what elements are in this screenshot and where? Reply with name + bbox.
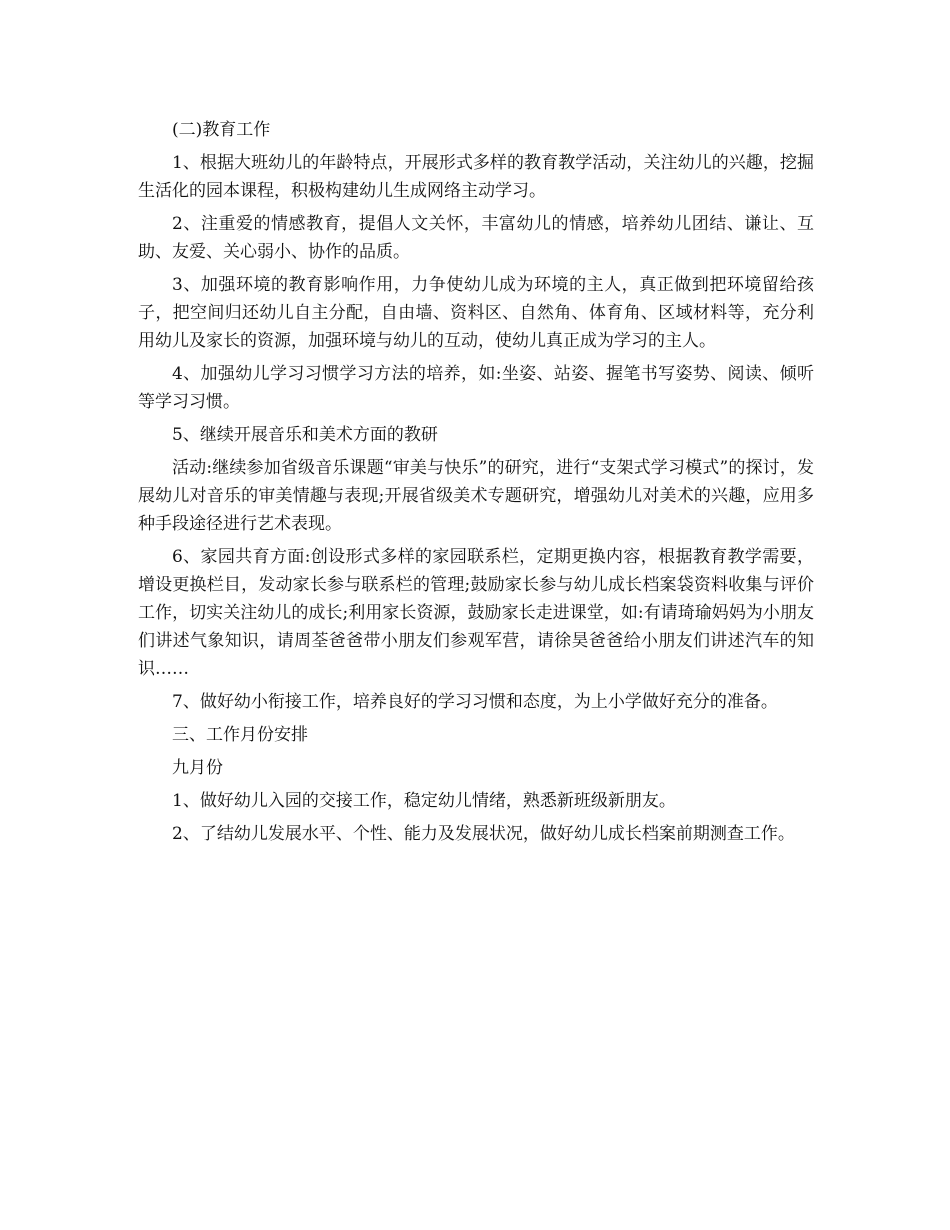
month-heading-september: 九月份 bbox=[172, 758, 223, 778]
section-heading-monthly-plan: 三、工作月份安排 bbox=[172, 725, 308, 745]
paragraph-item-4: 4、加强幼儿学习习惯学习方法的培养，如:坐姿、站姿、握笔书写姿势、阅读、倾听等学习习惯。 bbox=[138, 364, 814, 412]
document-body bbox=[138, 116, 814, 853]
paragraph-item-7: 7、做好幼小衔接工作，培养良好的学习习惯和态度，为上小学做好充分的准备。 bbox=[172, 692, 778, 712]
paragraph-item-1: 1、根据大班幼儿的年龄特点，开展形式多样的教育教学活动，关注幼儿的兴趣，挖掘生活化的园本课程，积极构建幼儿生成网络主动学习。 bbox=[138, 153, 814, 201]
september-item-1: 1、做好幼儿入园的交接工作，稳定幼儿情绪，熟悉新班级新朋友。 bbox=[172, 791, 676, 811]
paragraph-item-2: 2、注重爱的情感教育，提倡人文关怀，丰富幼儿的情感，培养幼儿团结、谦让、互助、友爱、关心弱小、协作的品质。 bbox=[138, 214, 814, 262]
september-item-2: 2、了结幼儿发展水平、个性、能力及发展状况，做好幼儿成长档案前期测查工作。 bbox=[172, 824, 795, 844]
paragraph-item-5: 5、继续开展音乐和美术方面的教研 bbox=[172, 425, 438, 445]
paragraph-item-6: 6、家园共育方面:创设形式多样的家园联系栏，定期更换内容，根据教育教学需要，增设更换栏目，发动家长参与联系栏的管理;鼓励家长参与幼儿成长档案袋资料收集与评价工作，切实关注幼儿的成长;利用家长资源，鼓励家长走进课堂，如:有请琦瑜妈妈为小朋友们讲述气象知识，请周荃爸爸带小朋友们参观军营，请徐昊爸爸给小朋友们讲述汽车的知识…… bbox=[138, 547, 814, 679]
paragraph-item-3: 3、加强环境的教育影响作用，力争使幼儿成为环境的主人，真正做到把环境留给孩子，把空间归还幼儿自主分配，自由墙、资料区、自然角、体育角、区域材料等，充分利用幼儿及家长的资源，加强环境与幼儿的互动，使幼儿真正成为学习的主人。 bbox=[138, 275, 814, 351]
section-heading-education: (二)教育工作 bbox=[172, 120, 271, 140]
paragraph-activity: 活动:继续参加省级音乐课题“审美与快乐”的研究，进行“支架式学习模式”的探讨，发展幼儿对音乐的审美情趣与表现;开展省级美术专题研究，增强幼儿对美术的兴趣，应用多种手段途径进行艺术表现。 bbox=[138, 458, 814, 534]
